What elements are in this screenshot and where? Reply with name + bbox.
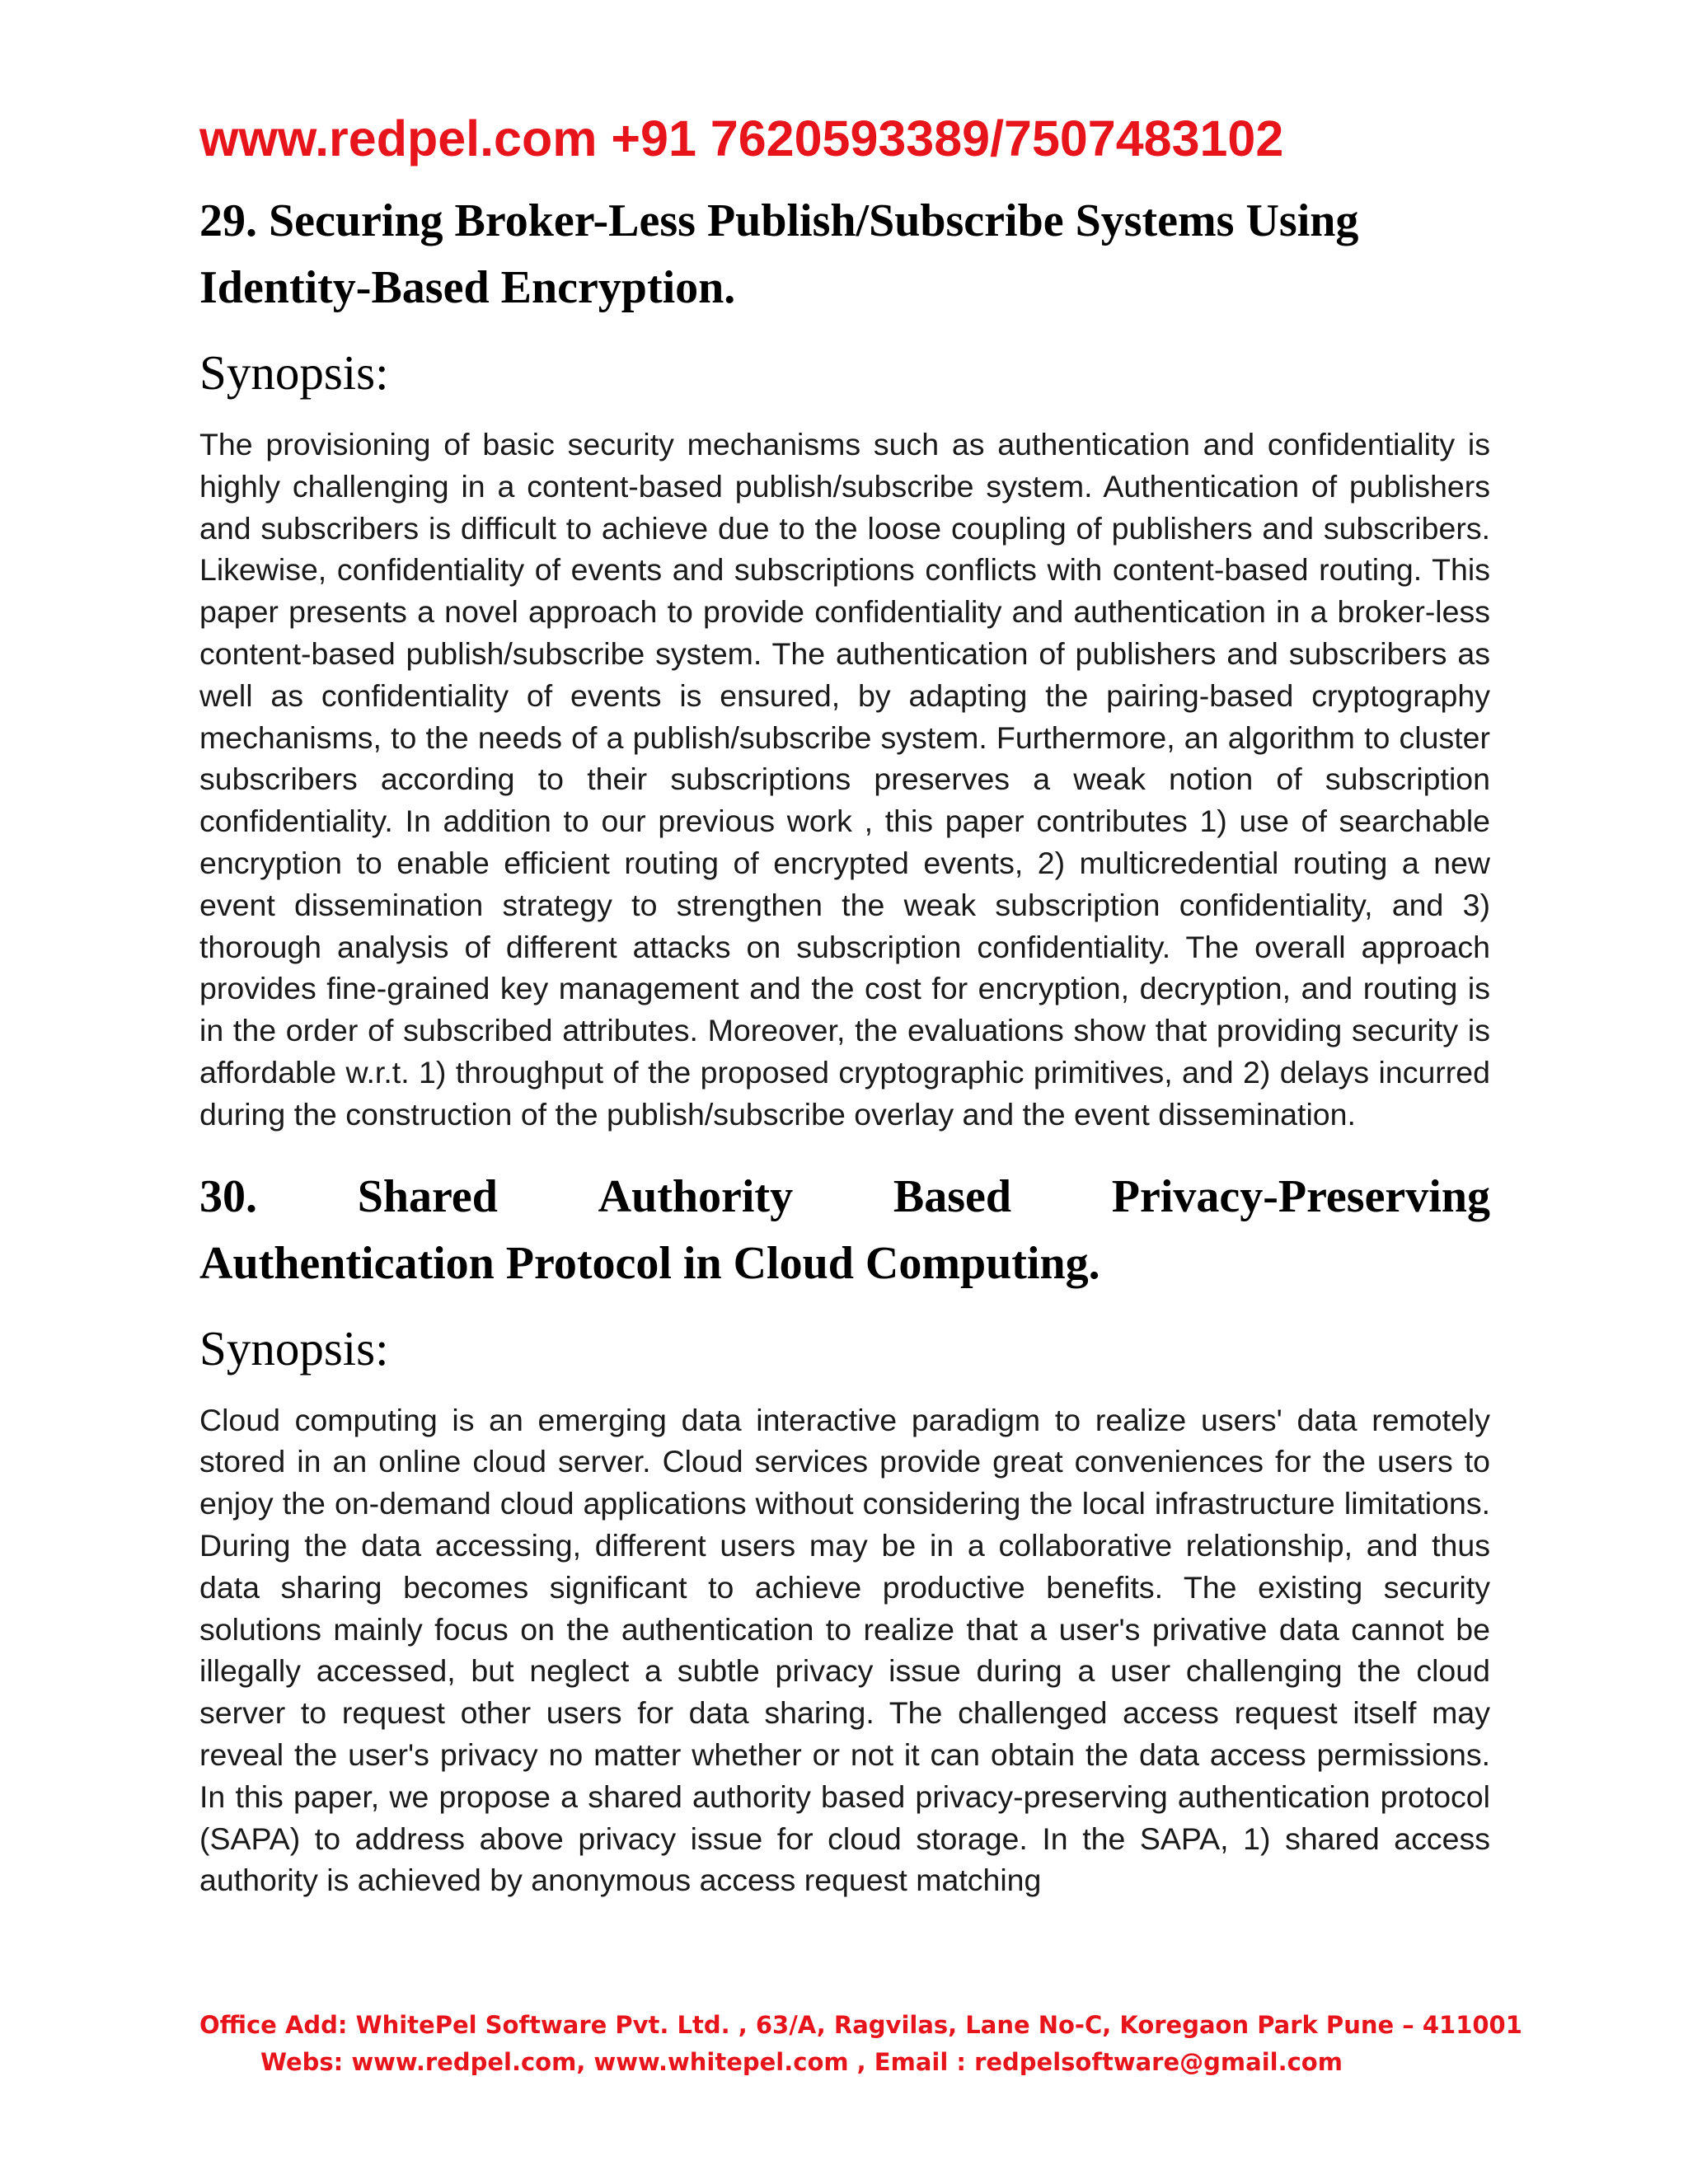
paper-30-synopsis-label: Synopsis: xyxy=(199,1320,389,1376)
contact-header: www.redpel.com +91 7620593389/7507483102 xyxy=(199,110,1284,166)
paper-30-synopsis-text: Cloud computing is an emerging data interactive paradigm to realize users' data remotely stored in an online cloud server. Cloud services provide great conveniences for the users to enjoy the on-demand cloud applications without considering the local infrastructure limitations. During the data accessing, different users may be in a collaborative relationship, and thus data sharing becomes significant to achieve productive benefits. The existing security solutions mainly focus on the authentication to realize that a user's privative data cannot be illegally accessed, but neglect a subtle privacy issue during a user challenging the cloud server to request other users for data sharing. The challenged access request itself may reveal the user's privacy no matter whether or not it can obtain the data access permissions. In this paper, we propose a shared authority based privacy-preserving authentication protocol (SAPA) to address above privacy issue for cloud storage. In the SAPA, 1) shared access authority is achieved by anonymous access request matching xyxy=(199,1402,1490,1898)
paper-29-synopsis-text: The provisioning of basic security mechanisms such as authentication and confidentiality is highly challenging in a content-based publish/subscribe system. Authentication of publishers and subscribers is difficult to achieve due to the loose coupling of publishers and subscribers. Likewise, confidentiality of events and subscriptions conflicts with content-based routing. This paper presents a novel approach to provide confidentiality and authentication in a broker-less content-based publish/subscribe system. The authentication of publishers and subscribers as well as confidentiality of events is ensured, by adapting the pairing-based cryptography mechanisms, to the needs of a publish/subscribe system. Furthermore, an algorithm to cluster subscribers according to their subscriptions preserves a weak notion of subscription confidentiality. In addition to our previous work , this paper contributes 1) use of searchable encryption to enable efficient routing of encrypted events, 2) multicredential routing a new event dissemination strategy to strengthen the weak subscription confidentiality, and 3) thorough analysis of different attacks on subscription confidentiality. The overall approach provides fine-grained key management and the cost for encryption, decryption, and routing is in the order of subscribed attributes. Moreover, the evaluations show that providing security is affordable w.r.t. 1) throughput of the proposed cryptographic primitives, and 2) delays incurred during the construction of the publish/subscribe overlay and the event dissemination. xyxy=(199,427,1490,1132)
footer-office-address: Office Add: WhitePel Software Pvt. Ltd. , 63/A, Ragvilas, Lane No-C, Koregaon Park Pune – 411001 xyxy=(199,2011,1522,2039)
page-content xyxy=(199,97,1490,1901)
paper-30-title-word: Authority xyxy=(598,1170,794,1222)
paper-30-title-line2: Authentication Protocol in Cloud Computing. xyxy=(199,1237,1100,1289)
paper-30-title xyxy=(199,1164,1490,1297)
paper-30-title-word: Shared xyxy=(357,1170,498,1222)
paper-30-title-word: Privacy-Preserving xyxy=(1111,1170,1490,1222)
footer-websites-email: Webs: www.redpel.com, www.whitepel.com , Email : redpelsoftware@gmail.com xyxy=(260,2048,1343,2076)
paper-30-section xyxy=(199,1164,1490,1902)
paper-29-title-line1: 29. Securing Broker-Less Publish/Subscribe Systems Using xyxy=(199,195,1359,246)
paper-30-title-word: Based xyxy=(893,1170,1011,1222)
paper-29-section xyxy=(199,188,1490,1136)
paper-29-title-line2: Identity-Based Encryption. xyxy=(199,262,736,313)
paper-30-title-line1 xyxy=(199,1164,1490,1230)
paper-29-synopsis-label: Synopsis: xyxy=(199,345,389,400)
paper-30-title-word: 30. xyxy=(199,1170,257,1222)
paper-29-title xyxy=(199,188,1490,321)
